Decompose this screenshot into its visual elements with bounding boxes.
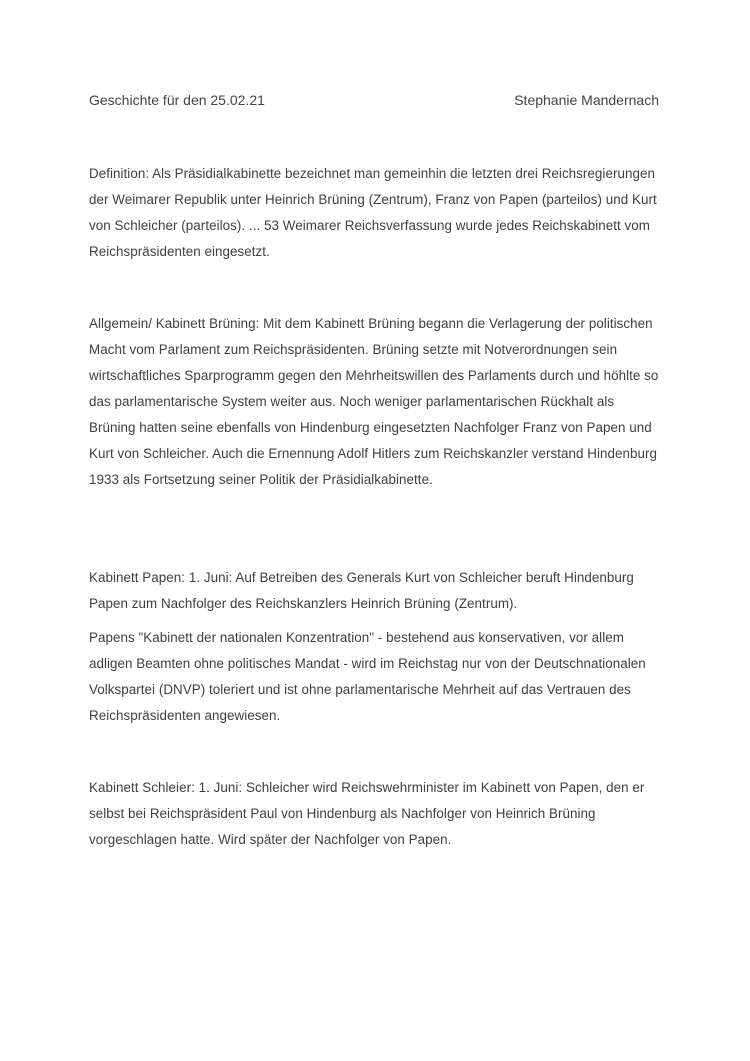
paragraph-definition: Definition: Als Präsidialkabinette bezeichnet man gemeinhin die letzten drei Reichsregierungen der Weimarer Republik unter Heinrich Brüning (Zentrum), Franz von Papen (parteilos) und Kurt von Schleicher (parteilos). ... 53 Weimarer Reichsverfassung wurde jedes Reichskabinett vom Reichspräsidenten eingesetzt. [89, 166, 657, 259]
paragraph-kabinett-schleicher: Kabinett Schleier: 1. Juni: Schleicher wird Reichswehrminister im Kabinett von Papen, den er selbst bei Reichspräsident Paul von Hindenburg als Nachfolger von Heinrich Brüning vorgeschlagen hatte. Wird später der Nachfolger von Papen. [89, 780, 645, 847]
page-header [89, 92, 659, 114]
header-author: Stephanie Mandernach [514, 92, 659, 108]
paragraph-kabinett-bruening: Allgemein/ Kabinett Brüning: Mit dem Kabinett Brüning begann die Verlagerung der politischen Macht vom Parlament zum Reichspräsidenten. Brüning setzte mit Notverordnungen sein wirtschaftliches Sparprogramm gegen den Mehrheitswillen des Parlaments durch und höhlte so das parlamentarische System weiter aus. Noch weniger parlamentarischen Rückhalt als Brüning hatten seine ebenfalls von Hindenburg eingesetzten Nachfolger Franz von Papen und Kurt von Schleicher. Auch die Ernennung Adolf Hitlers zum Reichskanzler verstand Hindenburg 1933 als Fortsetzung seiner Politik der Präsidialkabinette. [89, 316, 659, 487]
paragraph-kabinett-papen-detail: Papens "Kabinett der nationalen Konzentration" - bestehend aus konservativen, vor allem adligen Beamten ohne politisches Mandat - wird im Reichstag nur von der Deutschnationalen Volkspartei (DNVP) toleriert und ist ohne parlamentarische Mehrheit auf das Vertrauen des Reichspräsidenten angewiesen. [89, 630, 646, 723]
paragraph-kabinett-papen: Kabinett Papen: 1. Juni: Auf Betreiben des Generals Kurt von Schleicher beruft Hindenburg Papen zum Nachfolger des Reichskanzlers Heinrich Brüning (Zentrum). [89, 570, 634, 611]
header-subject-date: Geschichte für den 25.02.21 [89, 92, 265, 108]
